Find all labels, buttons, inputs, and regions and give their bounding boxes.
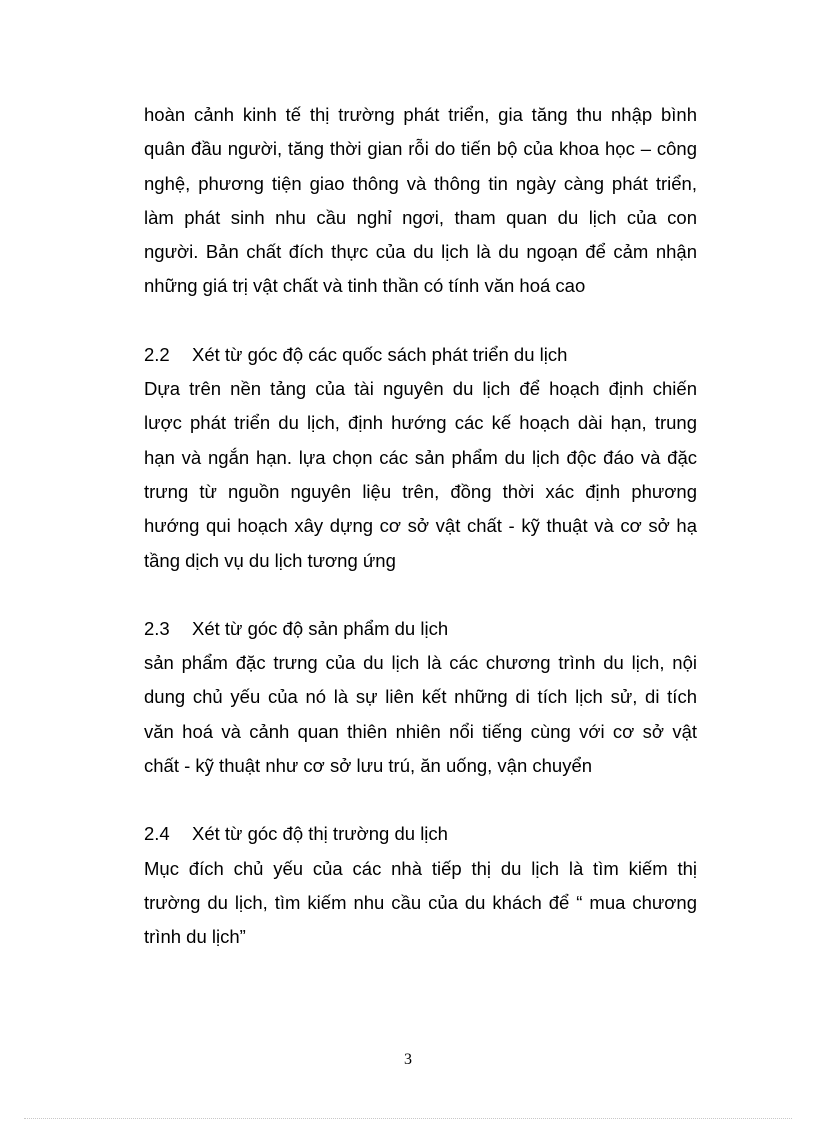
text-line: văn hoá và cảnh quan thiên nhiên nổi tiếng cùng với cơ sở vật xyxy=(144,720,697,742)
page-content xyxy=(144,98,697,955)
section-title: Xét từ góc độ thị trường du lịch xyxy=(192,823,448,845)
text-line: lược phát triển du lịch, định hướng các kế hoạch dài hạn, trung xyxy=(144,412,697,434)
text-line: nghệ, phương tiện giao thông và thông tin ngày càng phát triển, xyxy=(144,172,697,194)
section-heading xyxy=(144,817,697,851)
section-2-4 xyxy=(144,817,697,954)
text-line: người. Bản chất đích thực của du lịch là du ngoạn để cảm nhận xyxy=(144,241,697,263)
section-number: 2.3 xyxy=(144,617,170,639)
intro-paragraph xyxy=(144,98,697,304)
text-line: Dựa trên nền tảng của tài nguyên du lịch để hoạch định chiến xyxy=(144,378,697,400)
section-paragraph xyxy=(144,372,697,578)
page-number: 3 xyxy=(404,1051,412,1068)
text-line: trưng từ nguồn nguyên liệu trên, đồng thời xác định phương xyxy=(144,480,697,502)
text-line: hướng qui hoạch xây dựng cơ sở vật chất - kỹ thuật và cơ sở hạ xyxy=(144,515,697,537)
text-line: trình du lịch” xyxy=(144,926,246,948)
section-number: 2.2 xyxy=(144,343,170,365)
text-line: hạn và ngắn hạn. lựa chọn các sản phẩm du lịch độc đáo và đặc xyxy=(144,446,697,468)
section-2-3 xyxy=(144,612,697,783)
section-title: Xét từ góc độ các quốc sách phát triển du lịch xyxy=(192,343,568,365)
text-line: quân đầu người, tăng thời gian rỗi do tiến bộ của khoa học – công xyxy=(144,138,697,160)
text-line: dung chủ yếu của nó là sự liên kết những di tích lịch sử, di tích xyxy=(144,686,697,708)
text-line: làm phát sinh nhu cầu nghỉ ngơi, tham quan du lịch của con xyxy=(144,206,697,228)
page-bottom-divider xyxy=(24,1118,792,1119)
section-number: 2.4 xyxy=(144,823,170,845)
text-line: trường du lịch, tìm kiếm nhu cầu của du khách để “ mua chương xyxy=(144,891,697,913)
section-paragraph xyxy=(144,646,697,783)
text-line: Mục đích chủ yếu của các nhà tiếp thị du lịch là tìm kiếm thị xyxy=(144,857,697,879)
text-line: chất - kỹ thuật như cơ sở lưu trú, ăn uống, vận chuyển xyxy=(144,755,593,777)
text-line: hoàn cảnh kinh tế thị trường phát triển, gia tăng thu nhập bình xyxy=(144,104,697,125)
text-line: tầng dịch vụ du lịch tương ứng xyxy=(144,549,396,571)
section-paragraph xyxy=(144,852,697,955)
text-line: sản phẩm đặc trưng của du lịch là các chương trình du lịch, nội xyxy=(144,652,697,674)
section-title: Xét từ góc độ sản phẩm du lịch xyxy=(192,617,449,639)
text-line: những giá trị vật chất và tinh thần có tính văn hoá cao xyxy=(144,275,586,297)
section-2-2 xyxy=(144,338,697,578)
section-heading xyxy=(144,612,697,646)
section-heading xyxy=(144,338,697,372)
